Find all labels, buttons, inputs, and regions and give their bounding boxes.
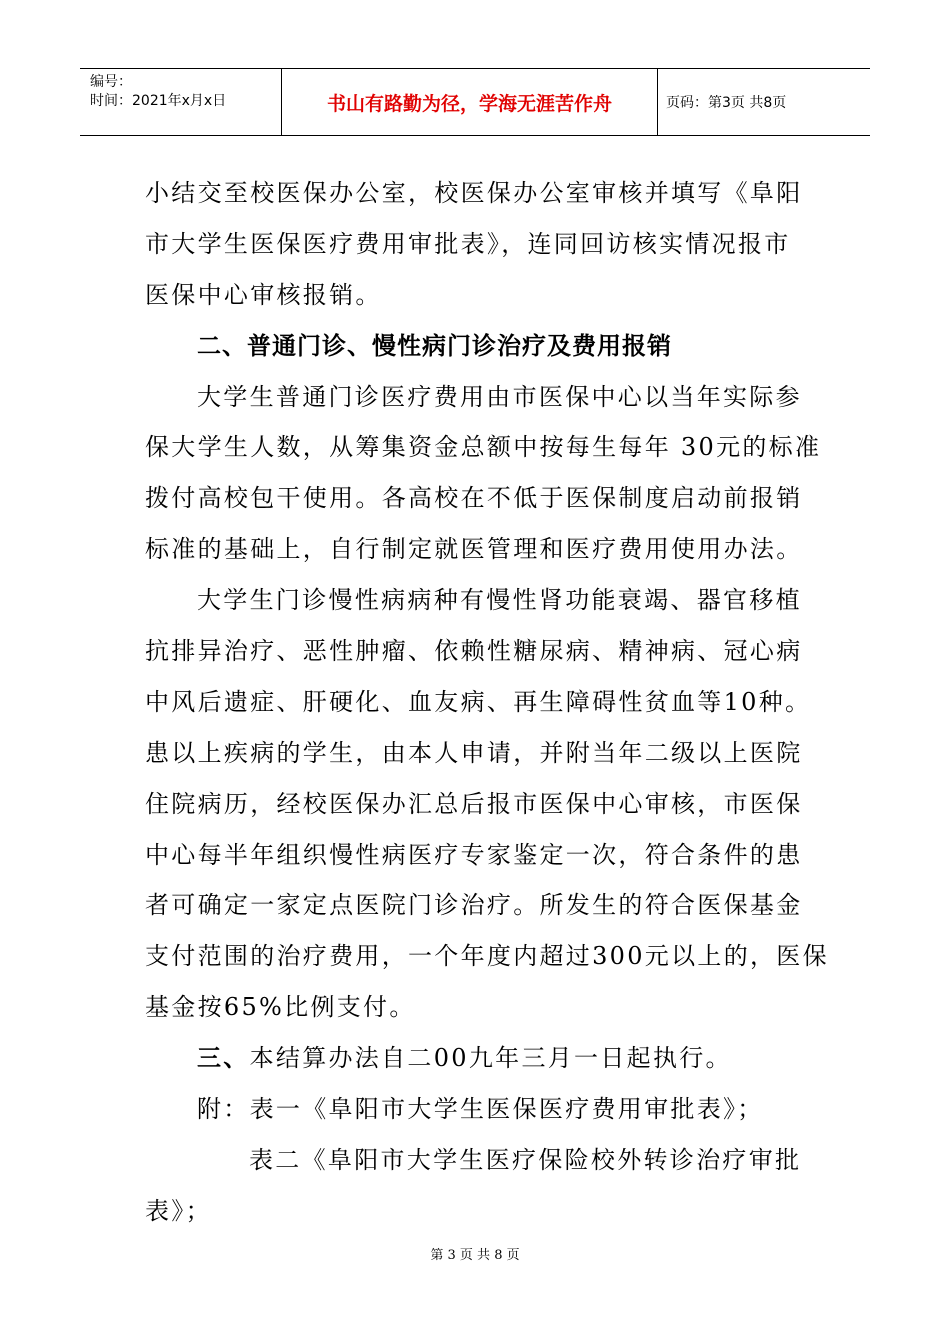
header-motto: 书山有路勤为径，学海无涯苦作舟 [282,69,658,135]
paragraph-line: 医保中心审核报销。 [145,280,382,309]
paragraph-line: 患以上疾病的学生，由本人申请，并附当年二级以上医院 [145,738,803,767]
section-heading-3 [145,1033,810,1084]
page-footer: 第 3 页 共 8 页 [430,1248,520,1263]
paragraph-line: 小结交至校医保办公室，校医保办公室审核并填写《阜阳 [145,179,803,207]
paragraph-line: 中风后遗症、肝硬化、血友病、再生障碍性贫血等10种。 [145,687,812,716]
paragraph-line: 抗排异治疗、恶性肿瘤、依赖性糖尿病、精神病、冠心病 [145,637,803,666]
attachment-line-2-cont: 表》； [145,1196,212,1225]
section-heading-3-label: 三、 [197,1044,250,1073]
paragraph-line: 住院病历，经校医保办汇总后报市医保中心审核，市医保 [145,789,803,818]
paragraph-line: 基金按65%比例支付。 [145,993,416,1022]
paragraph-line: 大学生普通门诊医疗费用由市医保中心以当年实际参 [197,382,802,411]
paragraph-line: 中心每半年组织慢性病医疗专家鉴定一次，符合条件的患 [145,840,803,869]
attachment-line-1: 附：表一《阜阳市大学生医保医疗费用审批表》； [197,1095,764,1124]
paragraph-line: 拨付高校包干使用。各高校在不低于医保制度启动前报销 [145,484,803,513]
attachment-line-2: 表二《阜阳市大学生医疗保险校外转诊治疗审批 [249,1145,802,1174]
document-time-label: 时间：2021年x月x日 [90,93,227,109]
paragraph-line: 标准的基础上，自行制定就医管理和医疗费用使用办法。 [145,535,803,564]
document-body [145,168,829,1237]
paragraph-line: 者可确定一家定点医院门诊治疗。所发生的符合医保基金 [145,891,803,920]
document-number-label: 编号： [90,74,132,90]
header-page-info: 页码：第3页 共8页 [666,95,787,111]
paragraph-line: 大学生门诊慢性病病种有慢性肾功能衰竭、器官移植 [197,586,802,615]
paragraph-line: 支付范围的治疗费用，一个年度内超过300元以上的，医保 [145,942,829,971]
header-meta [80,69,282,135]
paragraph-line: 保大学生人数，从筹集资金总额中按每生每年 30元的标准 [145,433,822,462]
section-heading-2: 二、普通门诊、慢性病门诊治疗及费用报销 [197,331,672,360]
page-header [80,68,870,136]
section-heading-3-text: 本结算办法自二00九年三月一日起执行。 [249,1044,732,1073]
paragraph-line: 市大学生医保医疗费用审批表》，连同回访核实情况报市 [145,229,791,258]
